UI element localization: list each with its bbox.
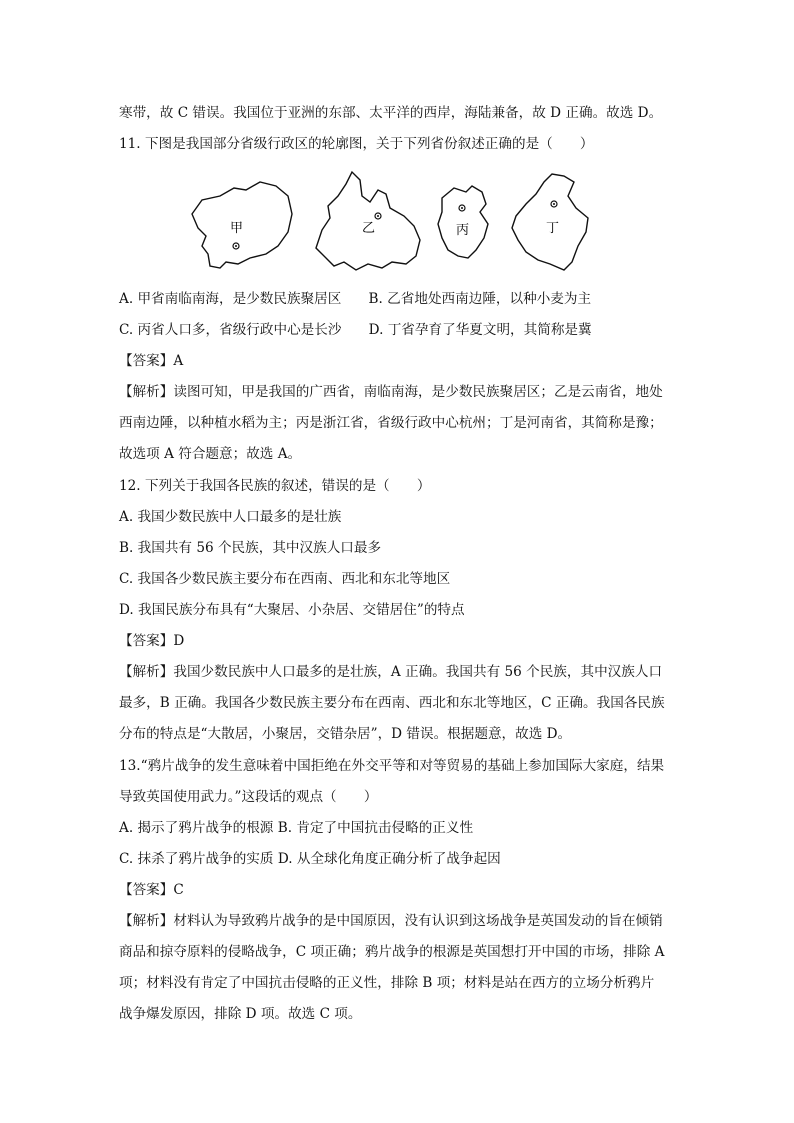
map-label-jia: 甲 [230,221,244,236]
question-13-options-cd: C. 抹杀了鸦片战争的实质 D. 从全球化角度正确分析了战争起因 [119,851,501,867]
question-11-answer: 【答案】A [119,353,184,369]
province-outline-maps [180,166,600,284]
map-label-yi: 乙 [362,221,376,236]
question-13-options-ab: A. 揭示了鸦片战争的根源 B. 肯定了中国抗击侵略的正义性 [119,820,474,836]
question-11-options-cd: C. 丙省人口多，省级行政中心是长沙 D. 丁省孕育了华夏文明，其简称是冀 [119,322,592,338]
question-12-stem: 12. 下列关于我国各民族的叙述，错误的是（ ） [119,478,431,494]
question-13-stem: 导致英国使用武力。”这段话的观点（ ） [119,789,378,805]
question-13-explanation: 【解析】材料认为导致鸦片战争的是中国原因，没有认识到这场战争是英国发动的旨在倾销 [119,913,663,929]
map-yi [316,172,420,270]
capital-dot-bing [461,207,463,209]
map-ding [512,174,588,270]
map-jia [192,182,292,268]
capital-dot-yi [377,215,379,217]
text-line: 寒带，故 C 错误。我国位于亚洲的东部、太平洋的西岸，海陆兼备，故 D 正确。故选 D。 [119,105,663,121]
question-12-option-b: B. 我国共有 56 个民族，其中汉族人口最多 [119,540,382,556]
question-13-explanation: 商品和掠夺原料的侵略战争，C 项正确；鸦片战争的根源是英国想打开中国的市场，排除 A [119,944,665,960]
map-bing [438,186,488,258]
question-12-explanation: 最多，B 正确。我国各少数民族主要分布在西南、西北和东北等地区，C 正确。我国各民族 [119,695,665,711]
question-13-explanation: 战争爆发原因，排除 D 项。故选 C 项。 [119,1006,362,1022]
question-11-explanation: 故选项 A 符合题意；故选 A。 [119,446,302,462]
map-label-ding: 丁 [546,221,560,236]
question-13-answer: 【答案】C [119,882,184,898]
question-12-option-c: C. 我国各少数民族主要分布在西南、西北和东北等地区 [119,571,451,587]
question-11-options-ab: A. 甲省南临南海，是少数民族聚居区 B. 乙省地处西南边陲，以种小麦为主 [119,291,592,307]
outline-bing [438,186,488,258]
question-12-answer: 【答案】D [119,633,185,649]
question-13-explanation: 项；材料没有肯定了中国抗击侵略的正义性，排除 B 项；材料是站在西方的立场分析鸦片 [119,975,655,991]
capital-dot-ding [553,203,555,205]
question-11-explanation: 西南边陲，以种植水稻为主；丙是浙江省，省级行政中心杭州；丁是河南省，其简称是豫； [119,415,663,431]
question-13-stem: 13.“鸦片战争的发生意味着中国拒绝在外交平等和对等贸易的基础上参加国际大家庭，结果 [119,758,665,774]
question-12-explanation: 【解析】我国少数民族中人口最多的是壮族，A 正确。我国共有 56 个民族，其中汉族人口 [119,664,663,680]
question-11-stem: 11. 下图是我国部分省级行政区的轮廓图，关于下列省份叙述正确的是（ ） [119,136,594,152]
question-12-option-d: D. 我国民族分布具有“大聚居、小杂居、交错居住”的特点 [119,602,465,618]
map-label-bing: 丙 [456,223,470,238]
question-12-explanation: 分布的特点是“大散居，小聚居，交错杂居”，D 错误。根据题意，故选 D。 [119,726,572,742]
question-11-explanation: 【解析】读图可知，甲是我国的广西省，南临南海，是少数民族聚居区；乙是云南省，地处 [119,384,663,400]
capital-dot-jia [235,245,237,247]
province-maps-figure [180,166,600,284]
question-12-option-a: A. 我国少数民族中人口最多的是壮族 [119,509,342,525]
